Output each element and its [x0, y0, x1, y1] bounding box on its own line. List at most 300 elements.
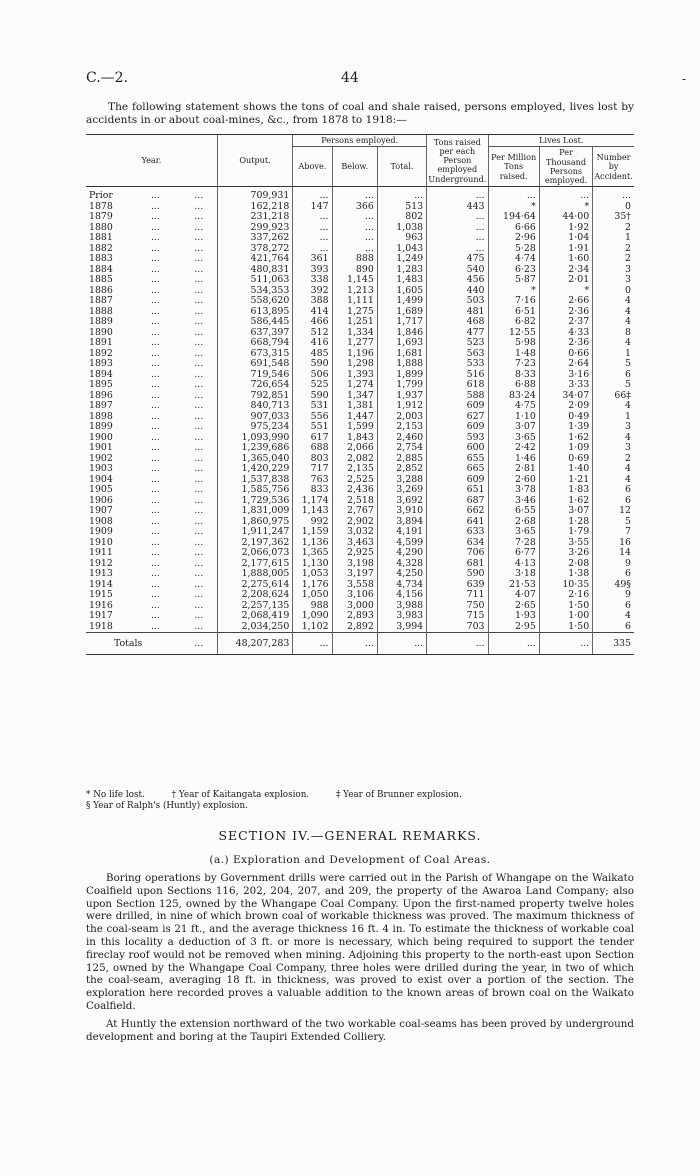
row-per-million: 1·48	[488, 349, 539, 360]
row-per-thousand: 1·79	[539, 527, 592, 538]
row-output: 1,537,838	[217, 475, 292, 486]
row-below: 1,145	[332, 275, 377, 286]
row-per-thousand: 1·39	[539, 422, 592, 433]
row-above: ...	[293, 212, 332, 223]
row-tons: ...	[427, 244, 488, 255]
row-year: Prior	[89, 190, 113, 202]
row-total: 4,250	[377, 569, 426, 580]
row-output: 2,208,624	[217, 590, 292, 601]
leader-dots: ...	[194, 242, 204, 254]
row-number: 4	[593, 433, 634, 444]
row-below: 888	[332, 254, 377, 265]
row-per-thousand: 2·37	[539, 317, 592, 328]
leader-dots: ...	[150, 200, 160, 212]
row-number: 6	[593, 496, 634, 507]
leader-dots: ...	[150, 536, 160, 548]
footnote: † Year of Kaitangata explosion.	[171, 790, 310, 800]
row-per-thousand: 0·49	[539, 412, 592, 423]
row-total: 3,692	[377, 496, 426, 507]
row-per-thousand: 0·69	[539, 454, 592, 465]
row-per-thousand: 2·01	[539, 275, 592, 286]
row-per-thousand: 1·38	[539, 569, 592, 580]
row-total: 3,894	[377, 517, 426, 528]
row-above: 763	[293, 475, 332, 486]
row-per-thousand: 1·91	[539, 244, 592, 255]
row-tons: 687	[427, 496, 488, 507]
row-per-million: 7·16	[488, 296, 539, 307]
row-per-million: 4·74	[488, 254, 539, 265]
row-number: 9	[593, 559, 634, 570]
leader-dots: ...	[194, 442, 204, 454]
row-total: 2,460	[377, 433, 426, 444]
row-above: 1,130	[293, 559, 332, 570]
row-below: 3,198	[332, 559, 377, 570]
leader-dots: ...	[194, 221, 204, 233]
row-per-thousand: 1·00	[539, 611, 592, 622]
row-total: 1,937	[377, 391, 426, 402]
leader-dots: ...	[150, 431, 160, 443]
row-output: 709,931	[217, 187, 292, 202]
row-number: 2	[593, 454, 634, 465]
table-row	[86, 233, 634, 244]
row-above: 1,159	[293, 527, 332, 538]
row-output: 1,093,990	[217, 433, 292, 444]
leader-dots: ...	[194, 421, 204, 433]
leader-dots: ...	[194, 295, 204, 307]
row-per-million: 6·66	[488, 223, 539, 234]
row-above: 1,143	[293, 506, 332, 517]
row-tons: 588	[427, 391, 488, 402]
row-above: 414	[293, 307, 332, 318]
header-persons-employed: Persons employed.	[293, 135, 427, 147]
row-output: 1,365,040	[217, 454, 292, 465]
row-below: ...	[332, 244, 377, 255]
row-below: ...	[332, 223, 377, 234]
row-per-million: 12·55	[488, 328, 539, 339]
leader-dots: ...	[194, 547, 204, 559]
row-per-million: 3·18	[488, 569, 539, 580]
row-below: 2,893	[332, 611, 377, 622]
header-year: Year.	[86, 135, 217, 187]
row-below: 2,525	[332, 475, 377, 486]
leader-dots: ...	[194, 389, 204, 401]
leader-dots: ...	[194, 347, 204, 359]
footnote: § Year of Ralph's (Huntly) explosion.	[86, 801, 248, 811]
row-number: 5	[593, 359, 634, 370]
row-total: 3,988	[377, 601, 426, 612]
row-above: 485	[293, 349, 332, 360]
row-below: 2,436	[332, 485, 377, 496]
leader-dots: ...	[194, 316, 204, 328]
row-number: 3	[593, 275, 634, 286]
row-year: 1909	[89, 526, 113, 538]
leader-dots: ...	[150, 253, 160, 265]
row-below: 2,135	[332, 464, 377, 475]
row-output: 378,272	[217, 244, 292, 255]
row-per-million: 2·42	[488, 443, 539, 454]
row-per-thousand: 2·09	[539, 401, 592, 412]
row-per-thousand: 4·33	[539, 328, 592, 339]
row-output: 2,177,615	[217, 559, 292, 570]
row-tons: ...	[427, 233, 488, 244]
row-tons: 475	[427, 254, 488, 265]
row-per-thousand: 2·34	[539, 265, 592, 276]
row-below: 3,463	[332, 538, 377, 549]
row-below: 1,298	[332, 359, 377, 370]
row-per-thousand: 2·08	[539, 559, 592, 570]
row-per-million: 2·68	[488, 517, 539, 528]
row-tons: 609	[427, 422, 488, 433]
row-year: 1905	[89, 484, 113, 496]
row-above: 466	[293, 317, 332, 328]
row-per-million: 6·88	[488, 380, 539, 391]
leader-dots: ...	[150, 505, 160, 517]
table-row	[86, 187, 634, 202]
row-per-thousand: 3·16	[539, 370, 592, 381]
row-tons: 651	[427, 485, 488, 496]
row-below: 2,066	[332, 443, 377, 454]
row-number: 4	[593, 611, 634, 622]
row-year: 1900	[89, 431, 113, 443]
row-year: 1904	[89, 473, 113, 485]
row-year: 1893	[89, 358, 113, 370]
page-reference: C.—2.	[86, 70, 129, 86]
row-above: 717	[293, 464, 332, 475]
leader-dots: ...	[194, 505, 204, 517]
row-output: 586,445	[217, 317, 292, 328]
coal-statistics-table	[86, 134, 634, 655]
leader-dots: ...	[150, 599, 160, 611]
row-number: 5	[593, 517, 634, 528]
leader-dots: ...	[150, 526, 160, 538]
leader-dots: ...	[150, 421, 160, 433]
row-number: 1	[593, 233, 634, 244]
row-output: 421,764	[217, 254, 292, 265]
totals-total: ...	[377, 633, 426, 655]
row-above: 506	[293, 370, 332, 381]
row-output: 1,585,756	[217, 485, 292, 496]
row-total: 1,038	[377, 223, 426, 234]
row-per-million: 5·28	[488, 244, 539, 255]
row-total: 2,852	[377, 464, 426, 475]
leader-dots: ...	[194, 515, 204, 527]
leader-dots: ...	[194, 620, 204, 632]
row-tons: 639	[427, 580, 488, 591]
row-tons: 655	[427, 454, 488, 465]
row-per-thousand: 2·64	[539, 359, 592, 370]
row-below: 1,277	[332, 338, 377, 349]
leader-dots: ...	[150, 242, 160, 254]
leader-dots: ...	[194, 557, 204, 569]
row-per-million: 5·87	[488, 275, 539, 286]
row-above: 1,090	[293, 611, 332, 622]
row-year: 1882	[89, 242, 113, 254]
row-above: ...	[293, 187, 332, 202]
row-below: 2,925	[332, 548, 377, 559]
row-year: 1878	[89, 200, 113, 212]
leader-dots: ...	[150, 211, 160, 223]
row-tons: 609	[427, 401, 488, 412]
row-year: 1908	[89, 515, 113, 527]
row-output: 2,066,073	[217, 548, 292, 559]
row-below: ...	[332, 212, 377, 223]
row-per-thousand: 44·00	[539, 212, 592, 223]
row-above: 833	[293, 485, 332, 496]
row-output: 2,257,135	[217, 601, 292, 612]
row-tons: 516	[427, 370, 488, 381]
row-total: 3,910	[377, 506, 426, 517]
row-output: 534,353	[217, 286, 292, 297]
row-year: 1898	[89, 410, 113, 422]
row-per-million: 2·96	[488, 233, 539, 244]
row-year: 1918	[89, 620, 113, 632]
row-output: 719,546	[217, 370, 292, 381]
leader-dots: ...	[194, 284, 204, 296]
row-output: 337,262	[217, 233, 292, 244]
row-per-thousand: 1·62	[539, 433, 592, 444]
row-number: 4	[593, 338, 634, 349]
row-output: 673,315	[217, 349, 292, 360]
row-total: 1,912	[377, 401, 426, 412]
row-per-million: 8·33	[488, 370, 539, 381]
row-output: 668,794	[217, 338, 292, 349]
leader-dots: ...	[150, 442, 160, 454]
leader-dots: ...	[150, 610, 160, 622]
row-above: ...	[293, 244, 332, 255]
leader-dots: ...	[194, 589, 204, 601]
row-above: 1,050	[293, 590, 332, 601]
row-per-thousand: 3·26	[539, 548, 592, 559]
row-above: 512	[293, 328, 332, 339]
row-number: 12	[593, 506, 634, 517]
row-per-million: 6·77	[488, 548, 539, 559]
row-total: 4,599	[377, 538, 426, 549]
leader-dots: ...	[194, 305, 204, 317]
row-number: 35†	[593, 212, 634, 223]
row-per-thousand: 1·50	[539, 601, 592, 612]
row-tons: 456	[427, 275, 488, 286]
row-number: 4	[593, 464, 634, 475]
totals-tons: ...	[427, 633, 488, 655]
row-per-million: *	[488, 286, 539, 297]
leader-dots: ...	[194, 578, 204, 590]
row-per-million: 1·10	[488, 412, 539, 423]
row-output: 907,033	[217, 412, 292, 423]
leader-dots: ...	[150, 389, 160, 401]
row-year: 1910	[89, 536, 113, 548]
row-tons: 703	[427, 622, 488, 633]
row-tons: 600	[427, 443, 488, 454]
row-tons: 593	[427, 433, 488, 444]
row-total: 1,899	[377, 370, 426, 381]
leader-dots: ...	[150, 326, 160, 338]
leader-dots: ...	[194, 599, 204, 611]
row-below: ...	[332, 187, 377, 202]
leader-dots: ...	[150, 515, 160, 527]
row-above: 551	[293, 422, 332, 433]
row-tons: 443	[427, 202, 488, 213]
row-per-million: 3·65	[488, 433, 539, 444]
totals-above: ...	[293, 633, 332, 655]
row-output: 1,420,229	[217, 464, 292, 475]
totals-label: Totals	[86, 633, 181, 655]
row-output: 162,218	[217, 202, 292, 213]
row-above: 361	[293, 254, 332, 265]
row-number: 2	[593, 244, 634, 255]
row-per-thousand: 3·55	[539, 538, 592, 549]
row-year: 1890	[89, 326, 113, 338]
row-below: 1,275	[332, 307, 377, 318]
row-year: 1907	[89, 505, 113, 517]
row-per-million: 6·51	[488, 307, 539, 318]
row-per-million: ...	[488, 187, 539, 202]
row-total: 1,888	[377, 359, 426, 370]
row-tons: 711	[427, 590, 488, 601]
row-output: 1,729,536	[217, 496, 292, 507]
row-total: 2,003	[377, 412, 426, 423]
row-per-thousand: 1·83	[539, 485, 592, 496]
row-below: 2,767	[332, 506, 377, 517]
row-year: 1889	[89, 316, 113, 328]
row-below: 1,111	[332, 296, 377, 307]
leader-dots: ...	[194, 337, 204, 349]
row-below: 1,213	[332, 286, 377, 297]
leader-dots: ...	[150, 452, 160, 464]
row-per-thousand: 2·36	[539, 307, 592, 318]
row-below: 2,082	[332, 454, 377, 465]
leader-dots: ...	[194, 526, 204, 538]
row-output: 511,063	[217, 275, 292, 286]
row-above: 531	[293, 401, 332, 412]
leader-dots: ...	[194, 190, 204, 202]
row-above: 992	[293, 517, 332, 528]
leader-dots: ...	[194, 410, 204, 422]
row-total: 963	[377, 233, 426, 244]
row-total: 3,983	[377, 611, 426, 622]
row-per-million: 4·13	[488, 559, 539, 570]
row-year: 1886	[89, 284, 113, 296]
row-per-million: 7·23	[488, 359, 539, 370]
footnote: * No life lost.	[86, 790, 145, 800]
row-per-thousand: 3·07	[539, 506, 592, 517]
row-below: 1,599	[332, 422, 377, 433]
row-per-thousand: *	[539, 286, 592, 297]
leader-dots: ...	[194, 253, 204, 265]
row-below: ...	[332, 233, 377, 244]
page-number: 44	[341, 70, 359, 86]
row-below: 2,892	[332, 622, 377, 633]
row-number: 1	[593, 412, 634, 423]
row-below: 2,902	[332, 517, 377, 528]
row-total: 1,483	[377, 275, 426, 286]
row-above: 416	[293, 338, 332, 349]
row-tons: 468	[427, 317, 488, 328]
row-above: 1,176	[293, 580, 332, 591]
leader-dots: ...	[194, 568, 204, 580]
row-tons: 750	[427, 601, 488, 612]
leader-dots: ...	[150, 221, 160, 233]
row-output: 2,197,362	[217, 538, 292, 549]
row-per-thousand: 1·60	[539, 254, 592, 265]
row-tons: 681	[427, 559, 488, 570]
row-year: 1901	[89, 442, 113, 454]
row-number: 14	[593, 548, 634, 559]
row-year: 1883	[89, 253, 113, 265]
row-total: 1,249	[377, 254, 426, 265]
row-year: 1916	[89, 599, 113, 611]
leader-dots: ...	[194, 473, 204, 485]
header-below: Below.	[332, 147, 377, 187]
row-below: 3,197	[332, 569, 377, 580]
section-title: SECTION IV.—GENERAL REMARKS.	[218, 828, 482, 843]
row-total: 1,689	[377, 307, 426, 318]
row-tons: 665	[427, 464, 488, 475]
row-tons: 533	[427, 359, 488, 370]
totals-row	[86, 633, 634, 655]
leader-dots: ...	[150, 379, 160, 391]
row-tons: ...	[427, 187, 488, 202]
row-output: 480,831	[217, 265, 292, 276]
row-per-million: 83·24	[488, 391, 539, 402]
row-total: 1,717	[377, 317, 426, 328]
row-per-million: *	[488, 202, 539, 213]
row-year: 1899	[89, 421, 113, 433]
row-tons: ...	[427, 223, 488, 234]
row-output: 840,713	[217, 401, 292, 412]
row-year: 1879	[89, 211, 113, 223]
row-tons: 481	[427, 307, 488, 318]
row-total: 3,269	[377, 485, 426, 496]
row-total: 4,734	[377, 580, 426, 591]
row-per-thousand: 2·66	[539, 296, 592, 307]
row-total: 802	[377, 212, 426, 223]
table-row	[86, 212, 634, 223]
row-total: 3,994	[377, 622, 426, 633]
row-tons: 563	[427, 349, 488, 360]
margin-mark: -	[682, 72, 687, 86]
totals-per-million: ...	[488, 633, 539, 655]
row-number: 4	[593, 317, 634, 328]
leader-dots: ...	[150, 305, 160, 317]
row-output: 637,397	[217, 328, 292, 339]
leader-dots: ...	[150, 358, 160, 370]
row-above: 1,365	[293, 548, 332, 559]
row-tons: 627	[427, 412, 488, 423]
row-year: 1911	[89, 547, 113, 559]
leader-dots: ...	[150, 547, 160, 559]
row-output: 1,888,005	[217, 569, 292, 580]
row-output: 613,895	[217, 307, 292, 318]
header-per-thousand: Per Thousand Persons employed.	[539, 147, 592, 187]
row-above: ...	[293, 223, 332, 234]
row-per-thousand: 1·09	[539, 443, 592, 454]
row-total: 1,043	[377, 244, 426, 255]
row-per-thousand: 34·07	[539, 391, 592, 402]
intro-paragraph: The following statement shows the tons of coal and shale raised, persons employed, lives lost by accidents in or about coal-mines, &c., from 1878 to 1918:—	[86, 101, 634, 126]
row-year: 1881	[89, 232, 113, 244]
leader-dots: ...	[150, 589, 160, 601]
leader-dots: ...	[150, 263, 160, 275]
row-per-thousand: 1·40	[539, 464, 592, 475]
row-per-million: 3·78	[488, 485, 539, 496]
row-number: 3	[593, 265, 634, 276]
row-per-million: 1·46	[488, 454, 539, 465]
row-above: 525	[293, 380, 332, 391]
row-year: 1887	[89, 295, 113, 307]
leader-dots: ...	[194, 431, 204, 443]
header-per-million: Per Million Tons raised.	[488, 147, 539, 187]
row-per-million: 3·46	[488, 496, 539, 507]
